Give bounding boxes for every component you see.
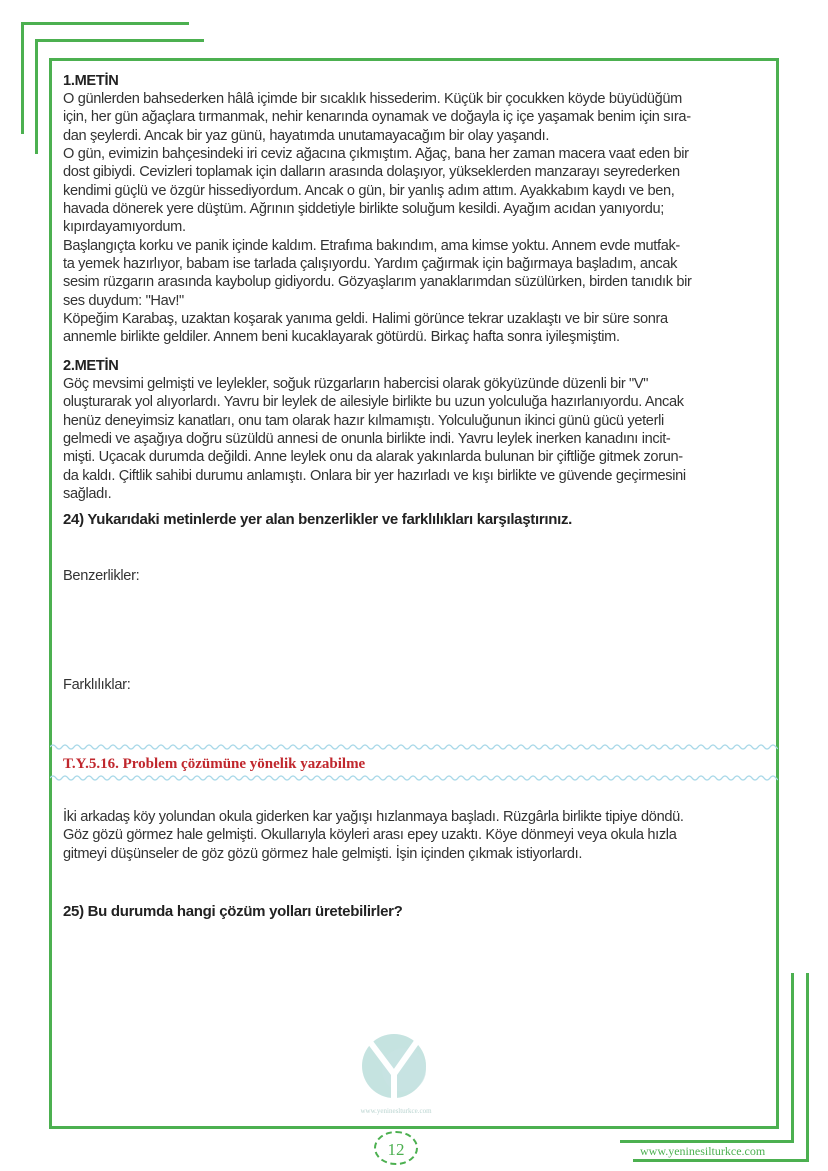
text-line: ses duydum: "Hav!" bbox=[63, 292, 184, 309]
frame-line bbox=[791, 973, 794, 1143]
text-2-body bbox=[63, 375, 686, 503]
text-line: kendimi güçlü ve özgür hissediyordum. Ancak o gün, bir yanlış adım attım. Ayakkabım kaydı ve ben, bbox=[63, 182, 675, 199]
text-line: sesim rüzgarın arasında kaybolup gidiyordu. Gözyaşlarım yanaklarımdan süzülürken, birden tanıdık bir bbox=[63, 274, 692, 291]
watermark-logo bbox=[348, 1030, 444, 1116]
text-line: Göz gözü görmez hale gelmişti. Okullarıyla köyleri arası epey uzaktı. Köye dönmeyi veya okula hızla bbox=[63, 827, 677, 844]
text-line: Başlangıçta korku ve panik içinde kaldım. Etrafıma bakındım, ama kimse yoktu. Annem evde mutfak- bbox=[63, 237, 680, 254]
similarities-label: Benzerlikler: bbox=[63, 568, 140, 584]
text-line: dost gibiydi. Cevizleri toplamak için dalların arasında dolaşıyor, yükseklerden manzarayı seyrederken bbox=[63, 164, 680, 181]
text-line: da kaldı. Çiftlik sahibi durumu anlamıştı. Onlara bir yer hazırladı ve kışı birlikte ve güvende geçirmesini bbox=[63, 467, 686, 484]
text-line: gelmedi ve aşağıya doğru süzüldü annesi de onunla birlikte indi. Yavru leylek inerken kanadını incit- bbox=[63, 431, 671, 448]
text-line: annemle birlikte geldiler. Annem beni kucaklayarak götürdü. Birkaç hafta sonra iyileşmiştim. bbox=[63, 329, 620, 346]
text-line: kıpırdayamıyordum. bbox=[63, 219, 186, 236]
differences-label: Farklılıklar: bbox=[63, 677, 131, 693]
wave-divider bbox=[50, 743, 778, 751]
text-line: ta yemek hazırlıyor, babam ise tarlada çalışıyordu. Yardım çağırmak için bağırmaya başladım, ancak bbox=[63, 256, 678, 273]
svg-text:www.yenineslturkce.com: www.yenineslturkce.com bbox=[360, 1107, 432, 1115]
text-2 bbox=[63, 357, 686, 503]
text-line: Göç mevsimi gelmişti ve leylekler, soğuk rüzgarların habercisi olarak gökyüzünde düzenli bir "V" bbox=[63, 376, 649, 392]
question-24: 24) Yukarıdaki metinlerde yer alan benzerlikler ve farklılıkları karşılaştırınız. bbox=[63, 511, 573, 528]
text-line: henüz deneyimsiz kanatları, onu tam olarak hazır kılmamıştı. Yolculuğunun ikinci günü gücü yeterli bbox=[63, 412, 664, 429]
frame-line bbox=[35, 39, 38, 154]
text-line: için, her gün ağaçlara tırmanmak, nehir kenarında oynamak ve doğayla iç içe yaşamak benim için sıra- bbox=[63, 109, 691, 126]
text-line: İki arkadaş köy yolundan okula giderken kar yağışı hızlanmaya başladı. Rüzgârla birlikte tipiye döndü. bbox=[63, 809, 684, 825]
text-1 bbox=[63, 72, 692, 347]
text-3 bbox=[63, 808, 684, 863]
page-number: 12 bbox=[374, 1131, 418, 1165]
frame-line bbox=[620, 1140, 794, 1143]
question-25: 25) Bu durumda hangi çözüm yolları üretebilirler? bbox=[63, 903, 403, 920]
text-1-title: 1.METİN bbox=[63, 73, 119, 89]
text-line: O günlerden bahsederken hâlâ içimde bir sıcaklık hissederim. Küçük bir çocukken köyde büyüdüğüm bbox=[63, 91, 682, 107]
frame-line bbox=[35, 39, 204, 42]
text-line: gitmeyi düşünseler de göz gözü görmez hale gelmişti. İşin içinden çıkmak istiyorlardı. bbox=[63, 845, 583, 862]
text-line: O gün, evimizin bahçesindeki iri ceviz ağacına çıkmıştım. Ağaç, bana her zaman macera vaat eden bir bbox=[63, 146, 689, 163]
text-line: Köpeğim Karabaş, uzaktan koşarak yanıma geldi. Halimi görünce tekrar uzaklaştı ve bir süre sonra bbox=[63, 311, 668, 328]
frame-line bbox=[633, 1159, 809, 1162]
text-3-body bbox=[63, 808, 684, 863]
text-line: mişti. Uçacak durumda değildi. Anne leylek onu da alarak yakınlarda bulunan bir çiftliğe gitmek zorun- bbox=[63, 449, 683, 466]
text-line: dan şeylerdi. Ancak bir yaz günü, hayatımda unutamayacağım bir olay yaşandı. bbox=[63, 127, 550, 144]
logo-icon bbox=[348, 1030, 444, 1116]
wave-divider bbox=[50, 774, 778, 782]
footer-url: www.yeninesilturkce.com bbox=[640, 1144, 766, 1158]
frame-line bbox=[21, 22, 189, 25]
text-2-title: 2.METİN bbox=[63, 358, 119, 374]
text-1-body bbox=[63, 90, 692, 347]
text-line: havada dönerek yere düştüm. Ağrının şiddetiyle birlikte soluğum kesildi. Ayağım acıdan yanıyordu; bbox=[63, 201, 664, 218]
text-line: sağladı. bbox=[63, 486, 112, 503]
section-header: T.Y.5.16. Problem çözümüne yönelik yazabilme bbox=[63, 756, 366, 772]
text-line: oluşturarak yol alıyorlardı. Yavru bir leylek de ailesiyle birlikte bu uzun yolculuğa hazırlanıyordu. Ancak bbox=[63, 394, 684, 411]
frame-line bbox=[806, 973, 809, 1162]
frame-line bbox=[21, 22, 24, 134]
